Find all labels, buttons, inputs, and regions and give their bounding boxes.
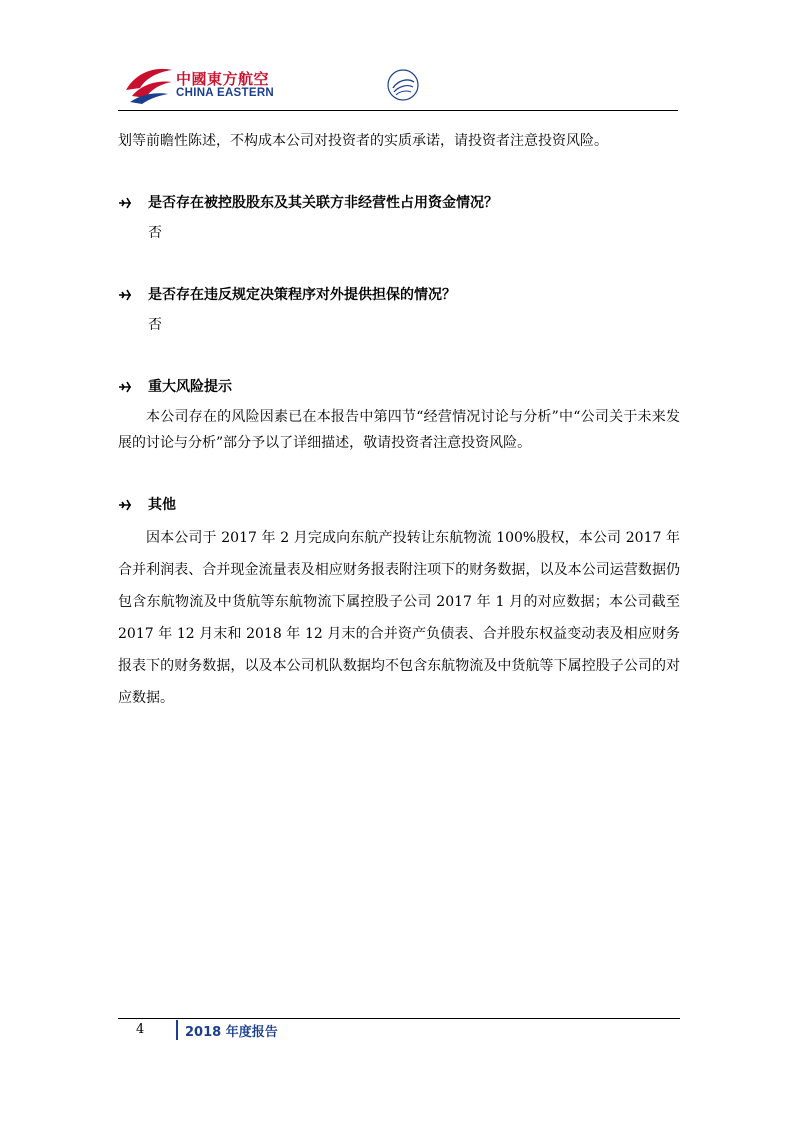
- airplane-icon: [118, 498, 132, 512]
- section-heading: [118, 190, 680, 216]
- section-title: 其他: [148, 497, 176, 513]
- section-title: 重大风险提示: [148, 379, 232, 395]
- section-heading: [118, 374, 680, 400]
- page-header: [118, 58, 678, 110]
- intro-paragraph: 划等前瞻性陈述，不构成本公司对投资者的实质承诺，请投资者注意投资风险。: [118, 133, 608, 149]
- airplane-icon: [118, 196, 132, 210]
- section-heading: [118, 282, 680, 308]
- logo-chinese-name: 中國東方航空: [176, 70, 270, 88]
- airplane-icon: [118, 288, 132, 302]
- logo-english-name: CHINA EASTERN: [176, 87, 275, 99]
- section-title: 是否存在被控股股东及其关联方非经营性占用资金情况？: [148, 195, 498, 211]
- section-text: 因本公司于 2017 年 2 月完成向东航产投转让东航物流 100%股权，本公司 2017 年合并利润表、合并现金流量表及相应财务报表附注项下的财务数据，以及本公司运营数据仍包含东航物流及中货航等东航物流下属控股子公司 2017 年 1 月的对应数据；本公司截至 2017 年 12 月末和 2018 年 12 月末的合并资产负债表、合并股东权益变动表及相应财务报表下的财务数据，以及本公司机队数据均不包含东航物流及中货航等下属控股子公司的对应数据。: [118, 530, 680, 706]
- skyteam-badge-icon: [386, 68, 420, 102]
- airplane-icon: [118, 380, 132, 394]
- section-answer: 否: [148, 225, 162, 241]
- section-heading: [118, 492, 680, 518]
- main-content: [118, 128, 680, 714]
- header-divider: [118, 110, 678, 111]
- section-title: 是否存在违反规定决策程序对外提供担保的情况？: [148, 287, 456, 303]
- footer-divider: [118, 1018, 680, 1019]
- page-number: 4: [136, 1022, 145, 1037]
- footer-separator: [176, 1020, 178, 1040]
- report-title: 2018 年度报告: [185, 1025, 278, 1040]
- section-text: 本公司存在的风险因素已在本报告中第四节“经营情况讨论与分析”中“公司关于未来发展的讨论与分析”部分予以了详细描述，敬请投资者注意投资风险。: [118, 409, 680, 451]
- page-footer: [118, 1018, 680, 1040]
- swallow-logo-icon: [122, 62, 174, 106]
- section-answer: 否: [148, 317, 162, 333]
